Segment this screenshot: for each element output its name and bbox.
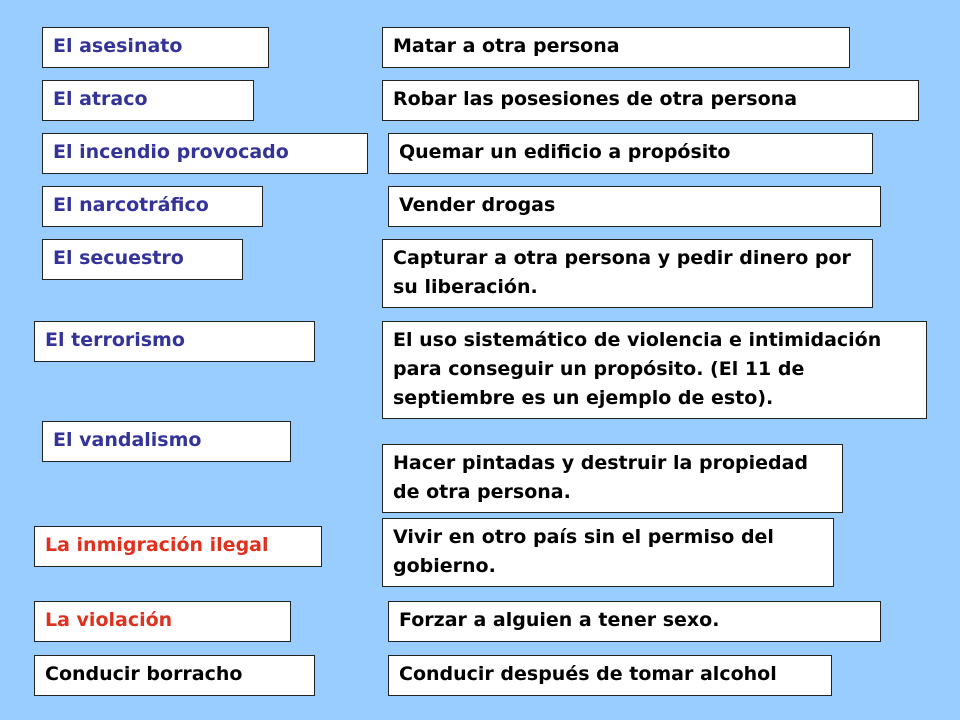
term-card-narcotrafico[interactable]: El narcotráfico	[42, 186, 263, 227]
definition-card-forzar[interactable]: Forzar a alguien a tener sexo.	[388, 601, 881, 642]
definition-card-robar[interactable]: Robar las posesiones de otra persona	[382, 80, 919, 121]
term-card-asesinato[interactable]: El asesinato	[42, 27, 269, 68]
term-card-inmigracion-ilegal[interactable]: La inmigración ilegal	[34, 526, 322, 567]
term-card-incendio-provocado[interactable]: El incendio provocado	[42, 133, 368, 174]
term-card-terrorismo[interactable]: El terrorismo	[34, 321, 315, 362]
definition-card-quemar[interactable]: Quemar un edificio a propósito	[388, 133, 873, 174]
definition-card-conducir-alcohol[interactable]: Conducir después de tomar alcohol	[388, 655, 832, 696]
definition-card-capturar[interactable]: Capturar a otra persona y pedir dinero por su liberación.	[382, 239, 873, 308]
definition-card-terrorismo[interactable]: El uso sistemático de violencia e intimidación para conseguir un propósito. (El 11 de septiembre es un ejemplo de esto).	[382, 321, 927, 419]
definition-card-pintadas[interactable]: Hacer pintadas y destruir la propiedad de otra persona.	[382, 444, 843, 513]
definition-card-vivir[interactable]: Vivir en otro país sin el permiso del gobierno.	[382, 518, 834, 587]
term-card-violacion[interactable]: La violación	[34, 601, 291, 642]
definition-card-matar[interactable]: Matar a otra persona	[382, 27, 850, 68]
term-card-vandalismo[interactable]: El vandalismo	[42, 421, 291, 462]
term-card-secuestro[interactable]: El secuestro	[42, 239, 243, 280]
definition-card-vender-drogas[interactable]: Vender drogas	[388, 186, 881, 227]
term-card-conducir-borracho[interactable]: Conducir borracho	[34, 655, 315, 696]
term-card-atraco[interactable]: El atraco	[42, 80, 254, 121]
